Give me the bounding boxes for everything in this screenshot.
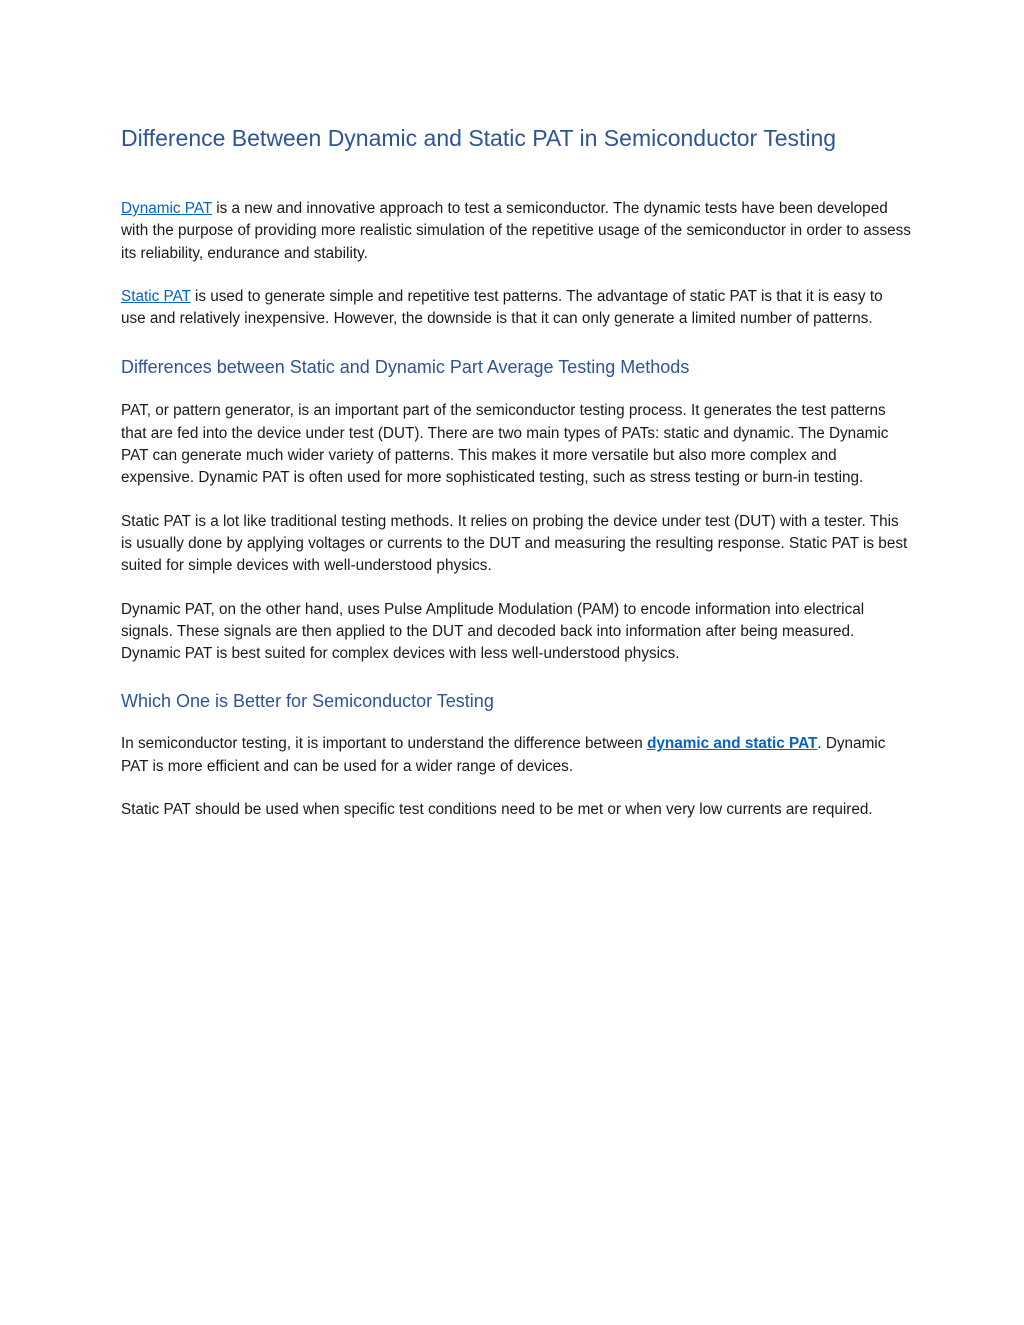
dynamic-and-static-pat-link[interactable]: dynamic and static PAT bbox=[647, 735, 818, 753]
document-page bbox=[121, 118, 911, 821]
intro-dynamic-paragraph bbox=[121, 198, 911, 265]
differences-paragraph-3: Dynamic PAT, on the other hand, uses Pulse Amplitude Modulation (PAM) to encode information into electrical signals. These signals are then applied to the DUT and decoded back into information after being measured. Dynamic PAT is best suited for complex devices with less well-understood physics. bbox=[121, 600, 865, 663]
which-p1-after: . Dynamic PAT is more efficient and can be used for a wider range of devices. bbox=[121, 735, 886, 775]
intro-dynamic-text: is a new and innovative approach to test a semiconductor. The dynamic tests have been developed with the purpose of providing more realistic simulation of the repetitive usage of the semiconductor in order to assess its reliability, endurance and stability. bbox=[121, 200, 911, 262]
which-paragraph-2: Static PAT should be used when specific test conditions need to be met or when very low currents are required. bbox=[121, 801, 873, 819]
which-p1-before: In semiconductor testing, it is important to understand the difference between bbox=[121, 735, 648, 753]
dynamic-pat-link[interactable]: Dynamic PAT bbox=[121, 200, 212, 217]
differences-paragraph-1: PAT, or pattern generator, is an important part of the semiconductor testing process. It generates the test patterns that are fed into the device under test (DUT). There are two main types of PATs: static and dynamic. The Dynamic PAT can generate much wider variety of patterns. This makes it more versatile but also more complex and expensive. Dynamic PAT is often used for more sophisticated testing, such as stress testing or burn-in testing. bbox=[121, 402, 889, 487]
which-better-heading: Which One is Better for Semiconductor Testing bbox=[121, 691, 494, 712]
which-paragraph-1 bbox=[121, 733, 911, 778]
differences-paragraph-2: Static PAT is a lot like traditional testing methods. It relies on probing the device under test (DUT) with a tester. This is usually done by applying voltages or currents to the DUT and measuring the resulting response. Static PAT is best suited for simple devices with well-understood physics. bbox=[121, 512, 908, 575]
static-pat-link[interactable]: Static PAT bbox=[121, 287, 191, 305]
differences-heading: Differences between Static and Dynamic Part Average Testing Methods bbox=[121, 357, 690, 378]
intro-static-paragraph bbox=[121, 286, 911, 331]
intro-static-text: is used to generate simple and repetitive test patterns. The advantage of static PAT is that it is easy to use and relatively inexpensive. However, the downside is that it can only generate a limited number of patterns. bbox=[121, 287, 883, 328]
page-title: Difference Between Dynamic and Static PAT in Semiconductor Testing bbox=[121, 125, 837, 151]
